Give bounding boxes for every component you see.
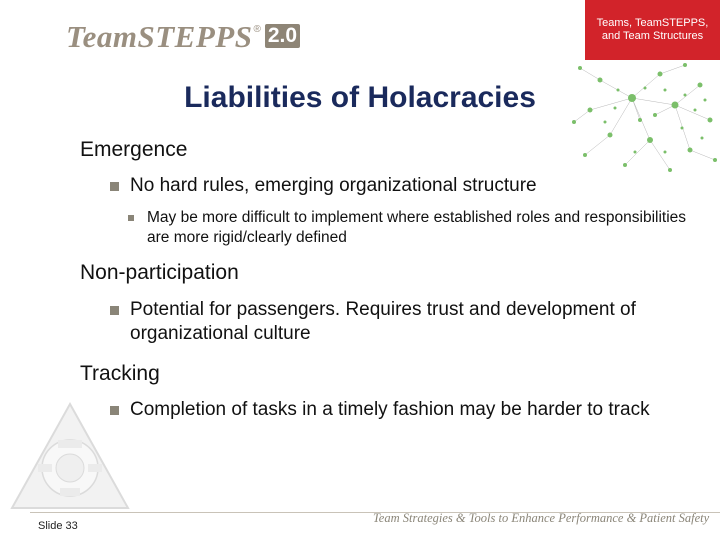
section-heading-non-participation: Non-participation [80, 261, 239, 284]
module-label: Teams, TeamSTEPPS, and Team Structures [596, 16, 709, 42]
logo-version-badge: 2.0 [265, 24, 300, 48]
bullet-text: Potential for passengers. Requires trust and development of organizational culture [130, 299, 636, 344]
module-label-box [585, 0, 720, 60]
sub-bullet-text: May be more difficult to implement where established roles and responsibilities are more rigid/clearly defined [147, 209, 687, 246]
slide-number: Slide 33 [38, 520, 78, 532]
square-bullet-icon [110, 182, 119, 191]
slide-title: Liabilities of Holacracies [184, 81, 536, 114]
logo-registered-mark: ® [253, 24, 261, 35]
bullet-text: No hard rules, emerging organizational structure [130, 175, 537, 196]
square-bullet-icon [128, 215, 134, 221]
teamstepps-triangle-emblem-icon [8, 400, 132, 512]
section-heading-emergence: Emergence [80, 138, 188, 161]
section-heading-tracking: Tracking [80, 362, 160, 385]
bullet-text: Completion of tasks in a timely fashion may be harder to track [130, 399, 650, 420]
teamstepps-logo [66, 18, 300, 58]
logo-wordmark: TeamSTEPPS [66, 19, 253, 54]
footer-tagline: Team Strategies & Tools to Enhance Performance & Patient Safety [373, 511, 710, 525]
square-bullet-icon [110, 306, 119, 315]
